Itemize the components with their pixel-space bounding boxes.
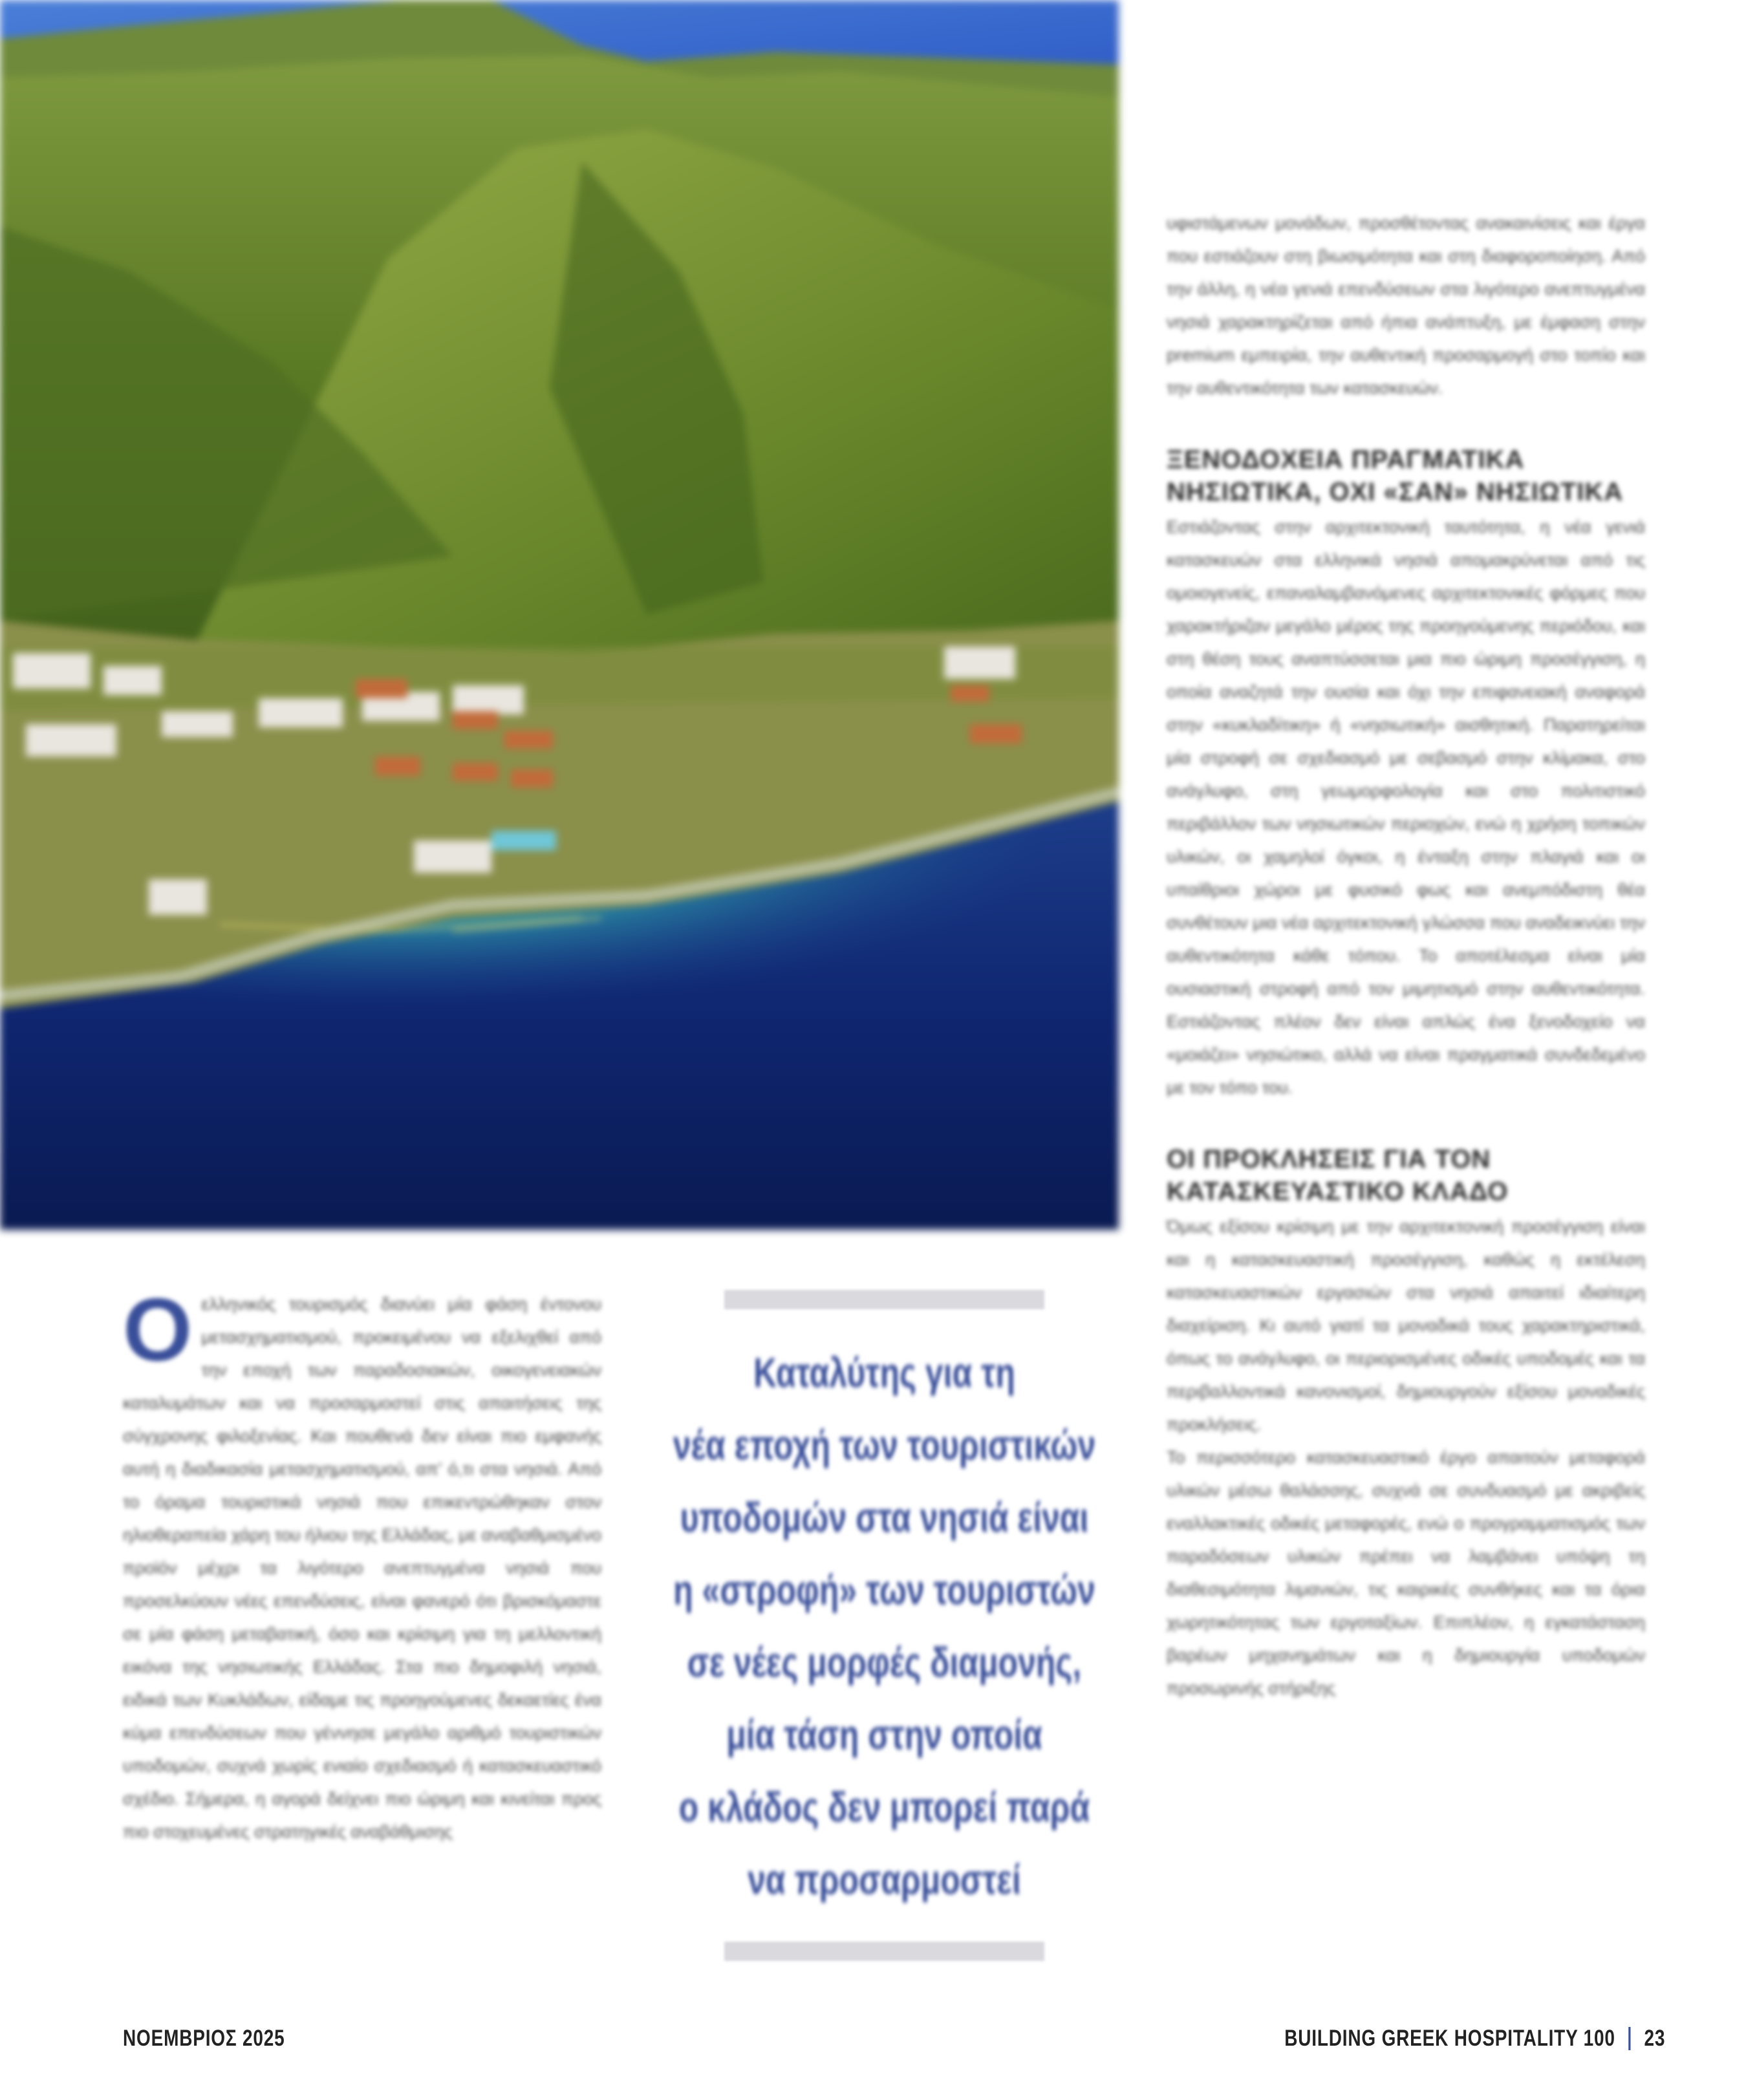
section-challenges-paragraph-1: Όμως εξίσου κρίσιμη με την αρχιτεκτονική προσέγγιση είναι και η κατασκευαστική προσέγγιση, καθώς η εκτέλεση κατασκευαστικών εργασιών στα νησιά απαιτεί ιδιαίτερη διαχείριση. Κι αυτό γιατί τα μοναδικά τους χαρακτηριστικά, όπως το ανάγλυφο, οι περιορισμένες οδικές υποδομές και τα περιβαλλοντικά κανονισμοί, δημιουργούν εξίσου μοναδικές προκλήσεις. <box>1167 1217 1645 1434</box>
section-hotels-paragraph: Εστιάζοντας στην αρχιτεκτονική ταυτότητα, η νέα γενιά κατασκευών στα ελληνικά νησιά απομακρύνεται από τις ομοιογενείς, επαναλαμβανόμενες αρχιτεκτονικές φόρμες που χαρακτήριζαν μεγάλο μέρος της προηγούμενης περιόδου, και στη θέση τους αναπτύσσεται μια πιο ώριμη προσέγγιση, η οποία αναζητά την ουσία και όχι την επιφανειακή αναφορά στην «κυκλαδίτικη» ή «νησιωτική» αισθητική. Παρατηρείται μία στροφή σε σχεδιασμό με σεβασμό στην κλίμακα, στο ανάγλυφο, στη γεωμορφολογία και στο πολιτιστικό περιβάλλον των νησιωτικών περιοχών, ενώ η χρήση τοπικών υλικών, οι χαμηλοί όγκοι, η ένταξη στην πλαγιά και οι υπαίθριοι χώροι με φυσικό φως και ανεμπόδιστη θέα συνθέτουν μια νέα αρχιτεκτονική γλώσσα που αναδεικνύει την αυθεντικότητα κάθε τόπου. Το αποτέλεσμα είναι μία ουσιαστική στροφή από τον μιμητισμό στην αυθεντικότητα. Εστιάζοντας πλέον δεν είναι απλώς ένα ξενοδοχείο να «μοιάζει» νησιώτικο, αλλά να είναι πραγματικά συνδεδεμένο με τον τόπο του. <box>1167 517 1645 1097</box>
article-right-column <box>1167 207 1645 1705</box>
footer-separator <box>1628 2027 1630 2050</box>
pull-quote-top-rule <box>724 1290 1044 1309</box>
section-heading-hotels: ΞΕΝΟΔΟΧΕΙΑ ΠΡΑΓΜΑΤΙΚΑ ΝΗΣΙΩΤΙΚΑ, ΟΧΙ «ΣΑΝ» ΝΗΣΙΩΤΙΚΑ <box>1167 445 1624 506</box>
pull-quote <box>643 1290 1125 1961</box>
footer-publication-title: BUILDING GREEK HOSPITALITY 100 <box>1284 2026 1615 2051</box>
footer-issue-date: ΝΟΕΜΒΡΙΟΣ 2025 <box>123 2026 285 2051</box>
section-challenges <box>1167 1143 1645 1705</box>
section-challenges-paragraph-2: Το περισσότερο κατασκευαστικό έργο απαιτούν μεταφορά υλικών μέσω θαλάσσης, συχνά σε συνδυασμό με ακριβείς εναλλακτικές οδικές μεταφορές, ενώ ο προγραμματισμός των παραδόσεων υλικών πρέπει να λαμβάνει υπόψη τη διαθεσιμότητα λιμανιών, τις καιρικές συνθήκες και τα όρια χωρητικότητας των εργοταξίων. Επιπλέον, η εγκατάσταση βαρέων μηχανημάτων και η δημιουργία υποδομών προσωρινής στήριξης <box>1167 1448 1645 1698</box>
page-number: 23 <box>1644 2026 1665 2051</box>
pull-quote-bottom-rule <box>724 1942 1044 1961</box>
footer-publication <box>1284 2026 1665 2052</box>
section-heading-challenges: ΟΙ ΠΡΟΚΛΗΣΕΙΣ ΓΙΑ ΤΟΝ ΚΑΤΑΣΚΕΥΑΣΤΙΚΟ ΚΛΑΔΟ <box>1167 1145 1509 1206</box>
right-intro-paragraph: υφιστάμενων μονάδων, προσθέτοντας ανακαινίσεις και έργα που εστιάζουν στη βιωσιμότητα και στη διαφοροποίηση. Από την άλλη, η νέα γενιά επενδύσεων στα λιγότερο ανεπτυγμένα νησιά χαρακτηρίζεται από ήπια ανάπτυξη, με έμφαση στην premium εμπειρία, την αυθεντική προσαρμογή στο τοπίο και την αυθεντικότητα των κατασκευών. <box>1167 213 1645 398</box>
pull-quote-text: Καταλύτης για τη νέα εποχή των τουριστικών υποδομών στα νησιά είναι η «στροφή» των τουριστών σε νέες μορφές διαμονής, μία τάση στην οποία ο κλάδος δεν μπορεί παρά να προσαρμοστεί <box>673 1349 1096 1903</box>
drop-cap: Ο <box>123 1280 193 1380</box>
intro-paragraph: ελληνικός τουρισμός διανύει μία φάση έντονου μετασχηματισμού, προκειμένου να εξελιχθεί από την εποχή των παραδοσιακών, οικογενειακών καταλυμάτων και να προσαρμοστεί στις απαιτήσεις της σύγχρονης φιλοξενίας. Και πουθενά δεν είναι πιο εμφανής αυτή η διαδικασία μετασχηματισμού, απ’ ό,τι στα νησιά. Από το όραμα τουριστικά νησιά που επικεντρώθηκαν στον ηλιοθεραπεία χάρη του ήλιου της Ελλάδας, με αναβαθμισμένο προϊόν μέχρι τα λιγότερο ανεπτυγμένα νησιά που προσελκύουν νέες επενδύσεις, είναι φανερό ότι βρισκόμαστε σε μία φάση μεταβατική, όσο και κρίσιμη για τη μελλοντική εικόνα της νησιωτικής Ελλάδας. Στα πιο δημοφιλή νησιά, ειδικά των Κυκλάδων, είδαμε τις προηγούμενες δεκαετίες ένα κύμα επενδύσεων που γέννησε μεγάλο αριθμό τουριστικών υποδομών, συχνά χωρίς ενιαίο σχεδιασμό ή κατασκευαστικό σχέδιο. Σήμερα, η αγορά δείχνει πιο ώριμη και κινείται προς πιο στοχευμένες στρατηγικές αναβάθμισης <box>123 1294 601 1841</box>
article-intro-column <box>123 1280 601 1848</box>
section-hotels <box>1167 444 1645 1104</box>
hero-photo <box>0 0 1119 1230</box>
aerial-coast-illustration <box>0 0 1119 1230</box>
